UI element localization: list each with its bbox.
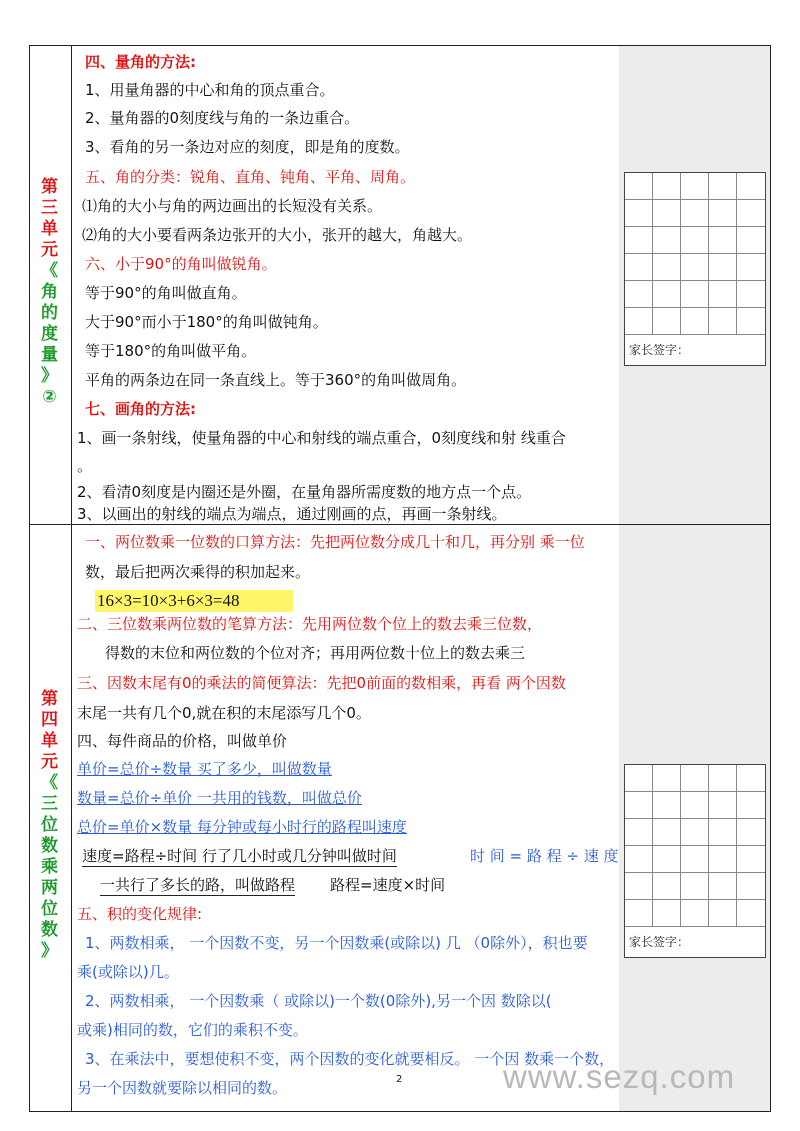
content-line: 数，最后把两次乘得的积加起来。	[85, 563, 311, 581]
definition-line: 路程=速度×时间	[330, 876, 446, 894]
content-line: 等于180°的角叫做平角。	[85, 342, 257, 360]
content-line: 2、看清0刻度是内圈还是外圈，在量角器所需度数的地方点一个点。	[77, 483, 532, 501]
definition-line: 单价=总价÷数量 买了多少，叫做数量	[77, 760, 332, 778]
content-line: ⑵角的大小要看两条边张开的大小，张开的越大，角越大。	[82, 226, 473, 244]
parent-signature-label: 家长签字：	[629, 935, 690, 949]
content-line: 2、两数相乘， 一个因数乘（ 或除以)一个数(0除外),另一个因 数除以(	[85, 992, 552, 1010]
content-line: 或乘)相同的数，它们的乘积不变。	[77, 1021, 308, 1039]
content-line: 2、量角器的0刻度线与角的一条边重合。	[85, 109, 360, 127]
content-line: 3、看角的另一条边对应的刻度，即是角的度数。	[85, 138, 410, 156]
content-line: 大于90°而小于180°的角叫做钝角。	[85, 313, 328, 331]
content-line: 乘(或除以)几。	[77, 963, 179, 981]
watermark: www.sezq.com	[503, 1058, 736, 1095]
definition-line: 数量=总价÷单价 一共用的钱数，叫做总价	[77, 789, 362, 807]
content-line: 。	[77, 457, 93, 475]
section-heading: 三、因数末尾有0的乘法的简便算法：先把0前面的数相乘，再看 两个因数	[77, 674, 566, 692]
section-heading: 一、两位数乘一位数的口算方法：先把两位数分成几十和几，再分别 乘一位	[85, 533, 585, 551]
definition-line: 速度=路程÷时间 行了几小时或几分钟叫做时间	[82, 847, 397, 865]
content-line: 四、每件商品的价格，叫做单价	[77, 732, 288, 750]
unit4-side-title: 第 四 单 元 《 三 位 数 乘 两 位 数 》	[41, 688, 58, 961]
section-heading: 五、积的变化规律:	[77, 905, 203, 923]
section-heading: 六、小于90°的角叫做锐角。	[85, 255, 277, 273]
parent-signature-label: 家长签字：	[629, 343, 690, 357]
content-line: 3、在乘法中，要想使积不变，两个因数的变化就要相反。 一个因 数乘一个数，	[85, 1050, 615, 1068]
section-heading: 五、角的分类：锐角、直角、钝角、平角、周角。	[85, 168, 416, 186]
content-line: 3、以画出的射线的端点为端点，通过刚画的点，再画一条射线。	[77, 505, 507, 523]
section-heading: 四、量角的方法:	[85, 53, 196, 71]
writing-grid-unit4	[624, 764, 766, 958]
definition-line: 总价=单价×数量 每分钟或每小时行的路程叫速度	[77, 818, 407, 836]
content-line: 1、两数相乘， 一个因数不变，另一个因数乘(或除以) 几 （0除外），积也要	[85, 934, 588, 952]
definition-line: 时 间 = 路 程 ÷ 速 度	[470, 847, 619, 865]
content-line: 平角的两条边在同一条直线上。等于360°的角叫做周角。	[85, 371, 467, 389]
page-number: 2	[396, 1074, 403, 1085]
content-line: 1、用量角器的中心和角的顶点重合。	[85, 81, 335, 99]
content-line: 1、画一条射线，使量角器的中心和射线的端点重合，0刻度线和射 线重合	[77, 429, 566, 447]
formula-highlight: 16×3=10×3+6×3=48	[95, 590, 293, 612]
content-line: 等于90°的角叫做直角。	[85, 284, 247, 302]
writing-grid-unit3	[624, 172, 766, 366]
content-line: ⑴角的大小与角的两边画出的长短没有关系。	[82, 197, 383, 215]
content-line: 得数的末位和两位数的个位对齐；再用两位数十位上的数去乘三	[105, 644, 526, 662]
section-heading: 二、三位数乘两位数的笔算方法：先用两位数个位上的数去乘三位数，	[77, 615, 543, 633]
unit3-side-title: 第 三 单 元 《 角 的 度 量 》 ②	[41, 176, 58, 407]
content-line: 末尾一共有几个0,就在积的末尾添写几个0。	[77, 704, 371, 722]
column-divider	[71, 46, 72, 1111]
content-line: 另一个因数就要除以相同的数。	[77, 1079, 288, 1097]
definition-line: 一共行了多长的路，叫做路程	[100, 876, 296, 894]
section-heading: 七、画角的方法:	[85, 400, 196, 418]
